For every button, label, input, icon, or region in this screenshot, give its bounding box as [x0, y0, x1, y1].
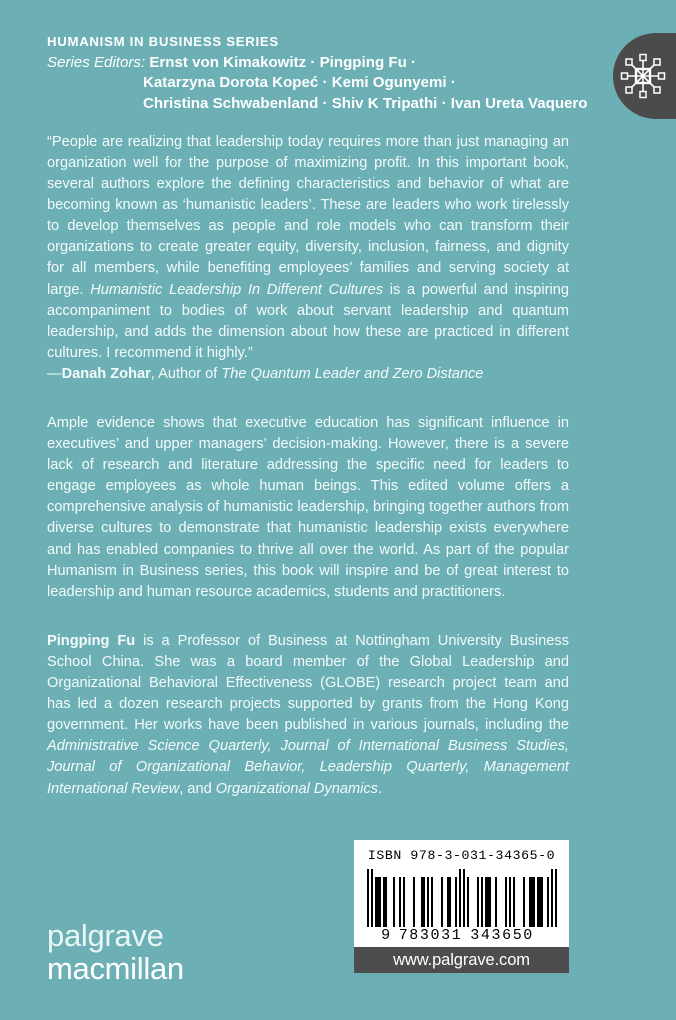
series-editors-line-3	[47, 94, 588, 114]
bio-end: .	[377, 780, 383, 797]
barcode-card	[354, 840, 569, 947]
publisher-logo-palgrave: palgrave	[47, 918, 164, 953]
barcode-bars	[364, 869, 559, 927]
attribution-name: Danah Zohar	[61, 365, 151, 382]
author-name: Pingping Fu	[47, 632, 136, 649]
bio-connector: , and	[179, 780, 216, 797]
attribution-role: , Author of	[150, 365, 222, 382]
endorsement-attribution	[47, 364, 569, 385]
quote-part-1: “People are realizing that leadership today requires more than just managing an organization well for the purpose of maximizing profit. In this important book, several authors explore the defining characteristics and behavior of what are becoming known as ‘humanistic leaders’. These are leaders who work tirelessly to develop themselves as people and role models who can transform their organizations to create greater equity, diversity, inclusion, fairness, and dignity for all members, while benefiting employees’ families and serving society at large.	[47, 133, 569, 298]
author-bio	[47, 631, 569, 800]
series-editors-line-2	[47, 73, 569, 93]
bio-journals-1: Administrative Science Quarterly, Journal of International Business Studies, Journal of Organizational Behavior, Leadership Quarterly, Management International Review	[47, 738, 569, 797]
series-editors-names-2: Katarzyna Dorota Kopeć · Kemi Ogunyemi ·	[143, 74, 456, 92]
series-editors-label: Series Editors:	[47, 54, 146, 71]
barcode-digit-group-1: 783031	[398, 927, 463, 944]
quote-part-2: is a powerful and inspiring accompaniment to bodies of work about servant leadership and quantum leadership, and adds the dimension about how these are practiced in different cultures. I recommend it highly.”	[47, 281, 569, 361]
series-name: HUMANISM IN BUSINESS SERIES	[47, 34, 279, 49]
quote-book-title: Humanistic Leadership In Different Cultures	[90, 281, 384, 298]
back-cover-content	[47, 33, 588, 800]
publisher-logo-macmillan: macmillan	[47, 951, 184, 986]
series-editors-line-1	[47, 53, 569, 73]
bio-journals-2: Organizational Dynamics	[215, 780, 378, 797]
barcode-digits	[364, 928, 559, 943]
endorsement-quote	[47, 132, 569, 364]
publisher-website: www.palgrave.com	[354, 947, 569, 973]
series-editors-names-3: Christina Schwabenland · Shiv K Tripathi · Ivan Ureta Vaquero	[143, 94, 588, 112]
publisher-logo	[47, 920, 184, 985]
attribution-works: The Quantum Leader and Zero Distance	[221, 365, 484, 382]
series-editors-names-1: Ernst von Kimakowitz · Pingping Fu ·	[149, 54, 417, 71]
bio-part-1: is a Professor of Business at Nottingham University Business School China. She was a board member of the Global Leadership and Organizational Behavioral Effectiveness (GLOBE) research project team and has led a dozen research projects supported by grants from the Hong Kong government. Her works have been published in various journals, including the	[47, 632, 569, 734]
network-hub-icon	[618, 51, 668, 101]
series-logo-tab	[613, 33, 676, 119]
series-editors-block	[47, 53, 588, 114]
barcode-digit-lead: 9	[381, 927, 392, 944]
barcode-digit-group-2: 343650	[470, 927, 534, 944]
attribution-dash: —	[47, 365, 62, 382]
isbn-barcode-group	[354, 840, 569, 973]
book-blurb: Ample evidence shows that executive education has significant influence in executives’ and upper managers’ decision-making. However, there is a severe lack of research and literature addressing the specific need for leaders to engage employees as whole human beings. This edited volume offers a comprehensive analysis of humanistic leadership, bringing together authors from diverse cultures to demonstrate that humanistic leadership exists everywhere and has enabled companies to thrive all over the world. As part of the popular Humanism in Business series, this book will inspire and be of great interest to leadership and human resource academics, students and practitioners.	[47, 415, 569, 600]
isbn-label: ISBN 978-3-031-34365-0	[367, 848, 556, 863]
